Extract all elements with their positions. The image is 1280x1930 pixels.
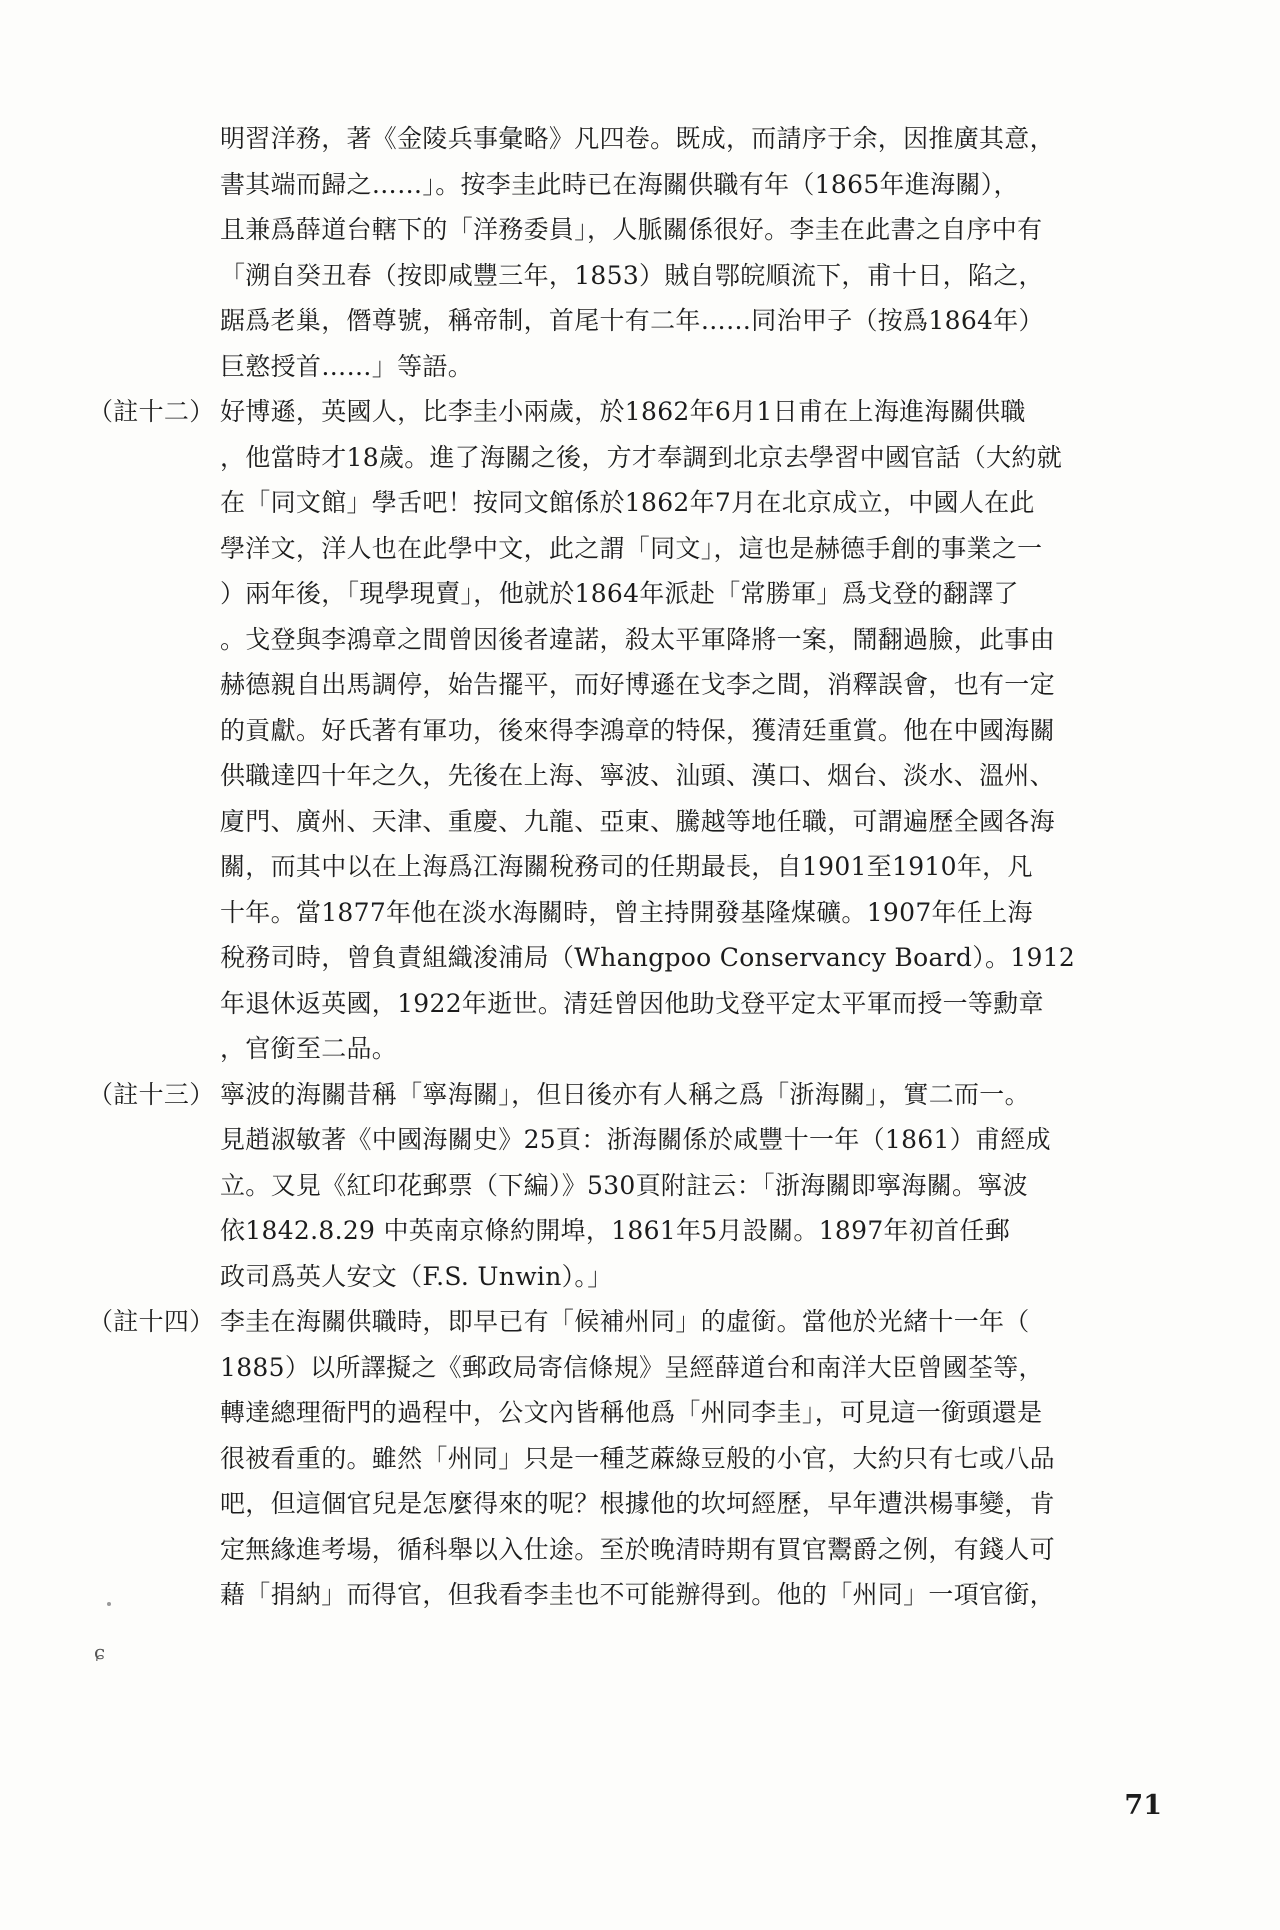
footnote-line: 很被看重的。雖然「州同」只是一種芝蔴綠豆般的小官，大約只有七或八品 — [220, 1443, 1055, 1473]
footnote-line: 見趙淑敏著《中國海關史》25頁：浙海關係於咸豐十一年（1861）甫經成 — [220, 1125, 1051, 1154]
footnote-label: （註十三） — [88, 1079, 215, 1109]
footnote-line: 轉達總理衙門的過程中，公文內皆稱他爲「州同李圭」，可見這一銜頭還是 — [220, 1398, 1043, 1427]
footnote-line: 好博遜，英國人，比李圭小兩歲，於1862年6月1日甫在上海進海關供職 — [220, 397, 1026, 426]
footnote-line: 政司爲英人安文（F.S. Unwin）。」 — [220, 1261, 613, 1291]
intro-line: 巨憝授首……」等語。 — [220, 351, 474, 381]
footnote-12 — [88, 389, 1178, 1072]
footnote-line: 廈門、廣州、天津、重慶、九龍、亞東、騰越等地任職，可謂遍歷全國各海 — [220, 806, 1055, 836]
footnote-line: 年退休返英國，1922年逝世。清廷曾因他助戈登平定太平軍而授一等勳章 — [220, 988, 1044, 1018]
footnote-line: 藉「捐納」而得官，但我看李圭也不可能辦得到。他的「州同」一項官銜， — [220, 1580, 1055, 1609]
footnote-line: ，他當時才18歲。進了海關之後，方才奉調到北京去學習中國官話（大約就 — [220, 442, 1063, 472]
scan-mark: ɕ — [94, 1640, 106, 1664]
footnote-line: 1885）以所譯擬之《郵政局寄信條規》呈經薛道台和南洋大臣曾國荃等， — [220, 1352, 1044, 1382]
footnote-line: 吧，但這個官兒是怎麼得來的呢？根據他的坎坷經歷，早年遭洪楊事變，肯 — [220, 1489, 1055, 1518]
footnote-line: 依1842.8.29 中英南京條約開埠，1861年5月設關。1897年初首任郵 — [220, 1216, 1011, 1245]
intro-paragraph — [88, 116, 1178, 389]
scan-speck — [107, 1602, 111, 1606]
footnote-13 — [88, 1072, 1178, 1300]
intro-line: 書其端而歸之……」。按李圭此時已在海關供職有年（1865年進海關）， — [220, 169, 1019, 199]
footnote-line: 在「同文館」學舌吧！按同文館係於1862年7月在北京成立，中國人在此 — [220, 488, 1035, 517]
footnote-line: 供職達四十年之久，先後在上海、寧波、汕頭、漢口、烟台、淡水、溫州、 — [220, 761, 1055, 790]
footnote-line: 寧波的海關昔稱「寧海關」，但日後亦有人稱之爲「浙海關」，實二而一。 — [220, 1079, 1030, 1109]
body-text — [88, 116, 1178, 1618]
footnote-line: 稅務司時，曾負責組織浚浦局（Whangpoo Conservancy Board）。1912 — [220, 943, 1076, 972]
footnote-line: 十年。當1877年他在淡水海關時，曾主持開發基隆煤礦。1907年任上海 — [220, 897, 1033, 927]
footnote-line: 定無緣進考場，循科舉以入仕途。至於晚清時期有買官鬻爵之例，有錢人可 — [220, 1534, 1055, 1564]
footnote-line: 李圭在海關供職時，即早已有「候補州同」的虛銜。當他於光緒十一年（ — [220, 1307, 1030, 1336]
intro-line: 踞爲老巢，僭尊號，稱帝制，首尾十有二年……同治甲子（按爲1864年） — [220, 306, 1044, 335]
footnote-line: 。戈登與李鴻章之間曾因後者違諾，殺太平軍降將一案，鬧翻過臉，此事由 — [220, 624, 1055, 654]
footnote-line: 關，而其中以在上海爲江海關稅務司的任期最長，自1901至1910年，凡 — [220, 852, 1033, 881]
intro-line: 「溯自癸丑春（按即咸豐三年，1853）賊自鄂皖順流下，甫十日，陷之， — [220, 260, 1044, 290]
footnote-line: 的貢獻。好氏著有軍功，後來得李鴻章的特保，獲清廷重賞。他在中國海關 — [220, 715, 1055, 745]
intro-line: 且兼爲薛道台轄下的「洋務委員」，人脈關係很好。李圭在此書之自序中有 — [220, 215, 1043, 244]
footnote-line: 立。又見《紅印花郵票（下編）》530頁附註云：「浙海關即寧海關。寧波 — [220, 1170, 1028, 1200]
footnote-label: （註十二） — [88, 397, 215, 426]
footnote-line: 赫德親自出馬調停，始告擺平，而好博遜在戈李之間，消釋誤會，也有一定 — [220, 670, 1055, 699]
footnote-line: ，官銜至二品。 — [220, 1034, 398, 1063]
footnote-14 — [88, 1299, 1178, 1618]
intro-line: 明習洋務，著《金陵兵事彙略》凡四卷。既成，而請序于余，因推廣其意， — [220, 124, 1055, 153]
footnote-line: ）兩年後，「現學現賣」，他就於1864年派赴「常勝軍」爲戈登的翻譯了 — [220, 579, 1019, 608]
footnote-line: 學洋文，洋人也在此學中文，此之謂「同文」，這也是赫德手創的事業之一 — [220, 533, 1043, 563]
page-number: 71 — [1124, 1790, 1162, 1821]
footnote-label: （註十四） — [88, 1307, 215, 1336]
